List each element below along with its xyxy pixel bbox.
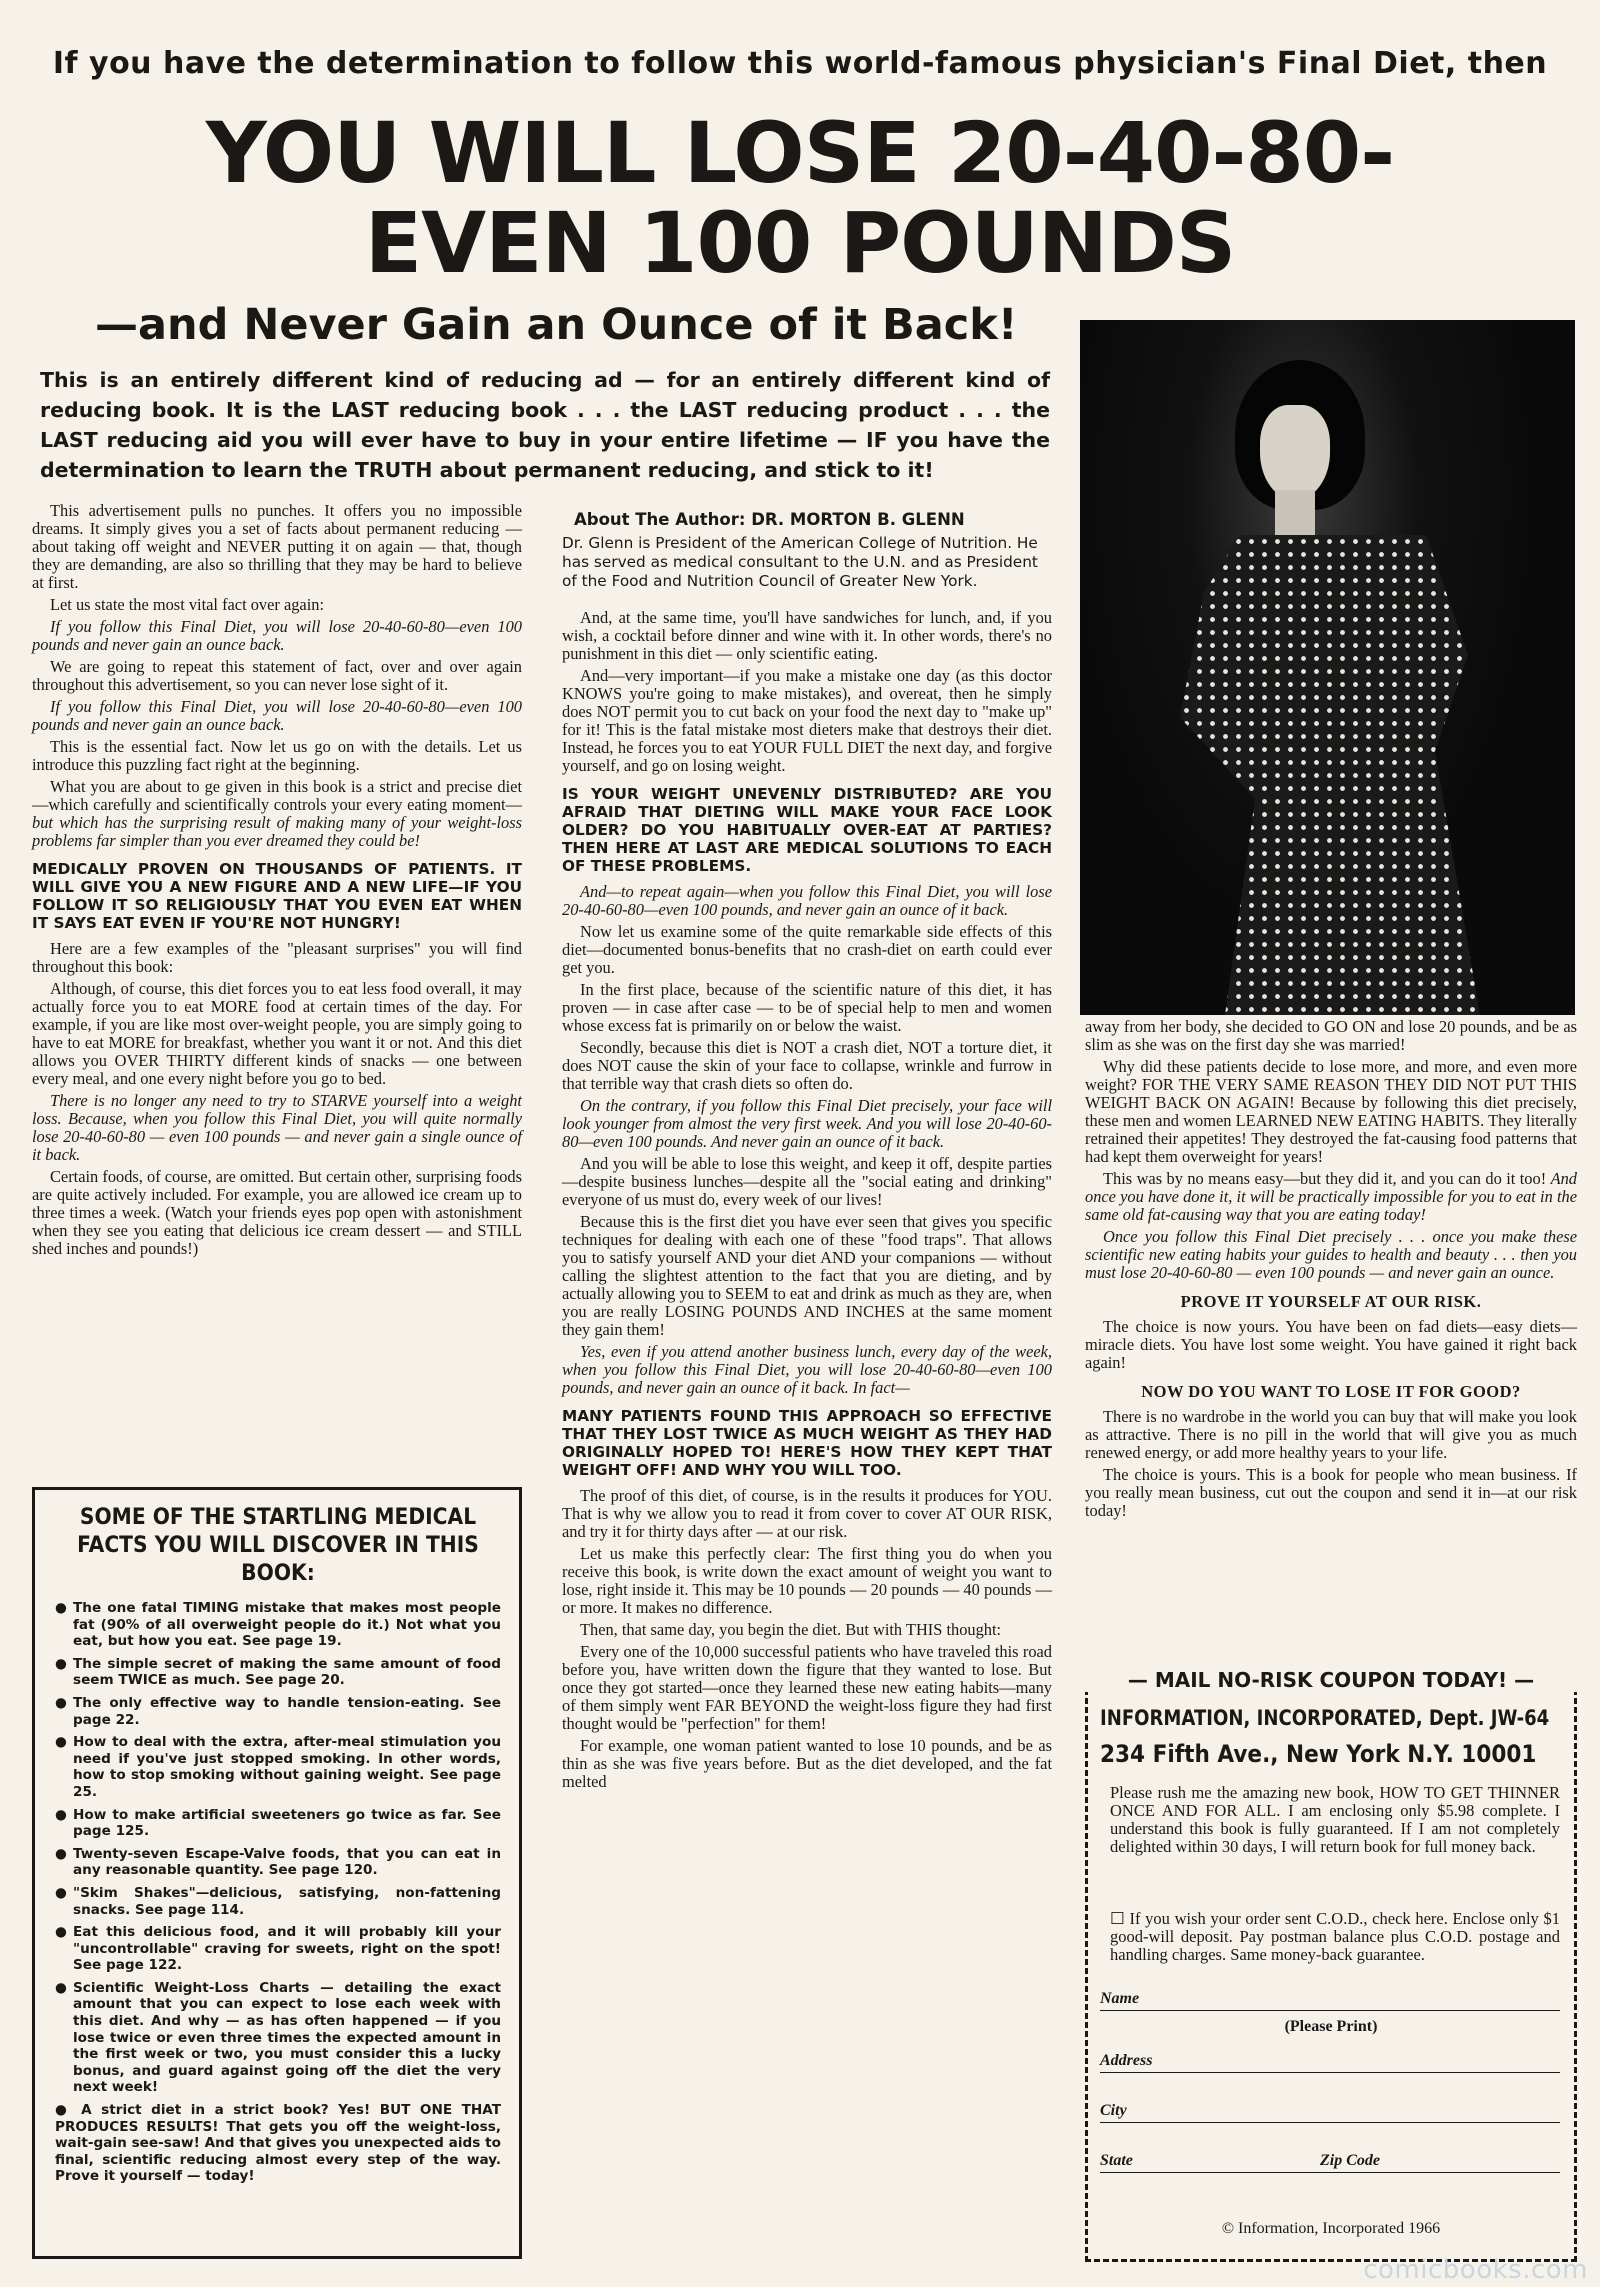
medical-facts-box (32, 1487, 522, 2259)
houndstooth-coat (1180, 535, 1480, 1015)
fact-item (55, 1980, 501, 2096)
col3-paragraph: Why did these patients decide to lose more, and more, and even more weight? FOR THE VERY SAME REASON THEY DID NOT PUT THIS WEIGHT BACK ON AGAIN! Because by following this diet precisely, these men and women LEARNED NEW EATING HABITS. They literally retrained their appetites! They destroyed the fat-causing food patterns that had kept them overweight for years! (1085, 1057, 1577, 1166)
coupon-address: 234 Fifth Ave., New York N.Y. 10001 (1100, 1740, 1537, 1768)
fact-text: How to make artificial sweeteners go twice as far. See page 125. (73, 1806, 501, 1840)
col1-paragraph: We are going to repeat this statement of fact, over and over again throughout this advertisement, so you can never lose sight of it. (32, 657, 522, 694)
bullet-icon: ● (55, 1655, 67, 1672)
prove-it-heading: PROVE IT YOURSELF AT OUR RISK. (1180, 1292, 1482, 1311)
col3-paragraph: The choice is yours. This is a book for people who mean business. If you really mean business, cut out the coupon and send it in—at our risk today! (1085, 1465, 1577, 1520)
fact-text: How to deal with the extra, after-meal stimulation you need if you've just stopped smoking. In other words, how to stop smoking without gaining weight. See page 25. (73, 1734, 501, 1800)
model-face (1260, 405, 1330, 500)
author-bio: Dr. Glenn is President of the American College of Nutrition. He has served as medical consultant to the U.N. and as President of the Food and Nutrition Council of Greater New York. (562, 534, 1038, 590)
col3-paragraph: The choice is now yours. You have been on fad diets—easy diets—miracle diets. You have lost some weight. You have gained it right back again! (1085, 1317, 1577, 1372)
fact-item (55, 1695, 501, 1728)
fact-item (55, 1656, 501, 1689)
fact-text: "Skim Shakes"—delicious, satisfying, non-fattening snacks. See page 114. (73, 1884, 501, 1918)
lose-for-good-heading: NOW DO YOU WANT TO LOSE IT FOR GOOD? (1141, 1382, 1521, 1401)
col3-text: This was by no means easy—but they did it, and you can do it too! (1103, 1169, 1551, 1188)
bullet-icon: ● (55, 1884, 67, 1901)
fact-item (55, 1734, 501, 1800)
name-label: Name (1100, 1990, 1140, 2007)
column-2 (562, 510, 1052, 1795)
fact-item (55, 1885, 501, 1918)
col1-paragraph: If you follow this Final Diet, you will lose 20-40-60-80—even 100 pounds and never gain an ounce back. (32, 617, 522, 654)
col1-paragraph (32, 778, 522, 850)
address-label: Address (1100, 2052, 1153, 2069)
fact-text: Twenty-seven Escape-Valve foods, that you can eat in any reasonable quantity. See page 120. (73, 1845, 501, 1879)
state-zip-field[interactable] (1100, 2150, 1560, 2173)
col1-paragraph: Certain foods, of course, are omitted. But certain other, surprising foods are quite actively included. For example, you are allowed ice cream up to three times a week. (Watch your friends eyes pop open with astonishment when they see you eating that delicious ice cream dessert — and STILL shed inches and pounds!) (32, 1167, 522, 1258)
bullet-icon: ● (55, 1845, 67, 1862)
bullet-icon: ● (55, 1924, 67, 1941)
column-3 (1085, 1018, 1577, 1524)
col3-paragraph: There is no wardrobe in the world you can buy that will make you look as attractive. There is no pill in the world that will give you as much renewed energy, or add more healthy years to your life. (1085, 1407, 1577, 1462)
col2-paragraph: And—very important—if you make a mistake one day (as this doctor KNOWS you're going to make mistakes), and overeat, then he simply does NOT permit you to cut back on your food the next day to "make up" for it! This is the fatal mistake most dieters make that destroys their diet. Instead, he forces you to eat YOUR FULL DIET the next day, and forgive yourself, and go on losing weight. (562, 666, 1052, 775)
col1-paragraph: Let us state the most vital fact over again: (50, 595, 324, 614)
facts-title: SOME OF THE STARTLING MEDICAL FACTS YOU WILL DISCOVER IN THIS BOOK: (77, 1505, 479, 1586)
col2-paragraph: And you will be able to lose this weight, and keep it off, despite parties—despite business lunches—despite all the "social eating and drinking" everyone of us must do, every week of our lives! (562, 1154, 1052, 1209)
fact-item (55, 1924, 501, 1974)
facts-list (55, 1600, 501, 2096)
col1-paragraph: This is the essential fact. Now let us go on with the details. Let us introduce this puzzling fact right at the beginning. (32, 737, 522, 774)
headline-line-1: YOU WILL LOSE 20-40-80- (205, 104, 1395, 202)
col1-paragraph: If you follow this Final Diet, you will lose 20-40-60-80—even 100 pounds and never gain an ounce back. (32, 697, 522, 734)
col2-paragraph: Then, that same day, you begin the diet. But with THIS thought: (580, 1620, 1002, 1639)
zip-label: Zip Code (1320, 2152, 1380, 2169)
watermark-logo: comicbooks.com (1363, 2255, 1588, 2285)
headline (0, 104, 1600, 292)
fact-text: The simple secret of making the same amount of food seem TWICE as much. See page 20. (73, 1655, 501, 1689)
col3-paragraph: away from her body, she decided to GO ON and lose 20 pounds, and be as slim as she was on the first day she was married! (1085, 1017, 1577, 1054)
col2-paragraph: On the contrary, if you follow this Final Diet precisely, your face will look younger from almost the very first week. And you will lose 20-40-60-80—even 100 pounds. And never gain an ounce of it back. (562, 1096, 1052, 1151)
coupon-company: INFORMATION, INCORPORATED, Dept. JW-64 (1100, 1706, 1550, 1730)
coupon-title: — MAIL NO-RISK COUPON TODAY! — (1085, 1668, 1577, 1692)
city-field[interactable] (1100, 2100, 1560, 2123)
col1-paragraph: Although, of course, this diet forces you to eat less food overall, it may actually force you to eat MORE food at certain times of the day. For example, if you are like most over-weight people, you are simply going to have to eat MORE for breakfast, whether you want it or not. And this diet allows you OVER THIRTY different kinds of snacks — one between every meal, and one every night before you go to bed. (32, 979, 522, 1088)
coupon-order-text: Please rush me the amazing new book, HOW TO GET THINNER ONCE AND FOR ALL. I am enclosing only $5.98 complete. I understand this book is fully guaranteed. If I am not completely delighted within 30 days, I will return book for full money back. (1110, 1783, 1560, 1856)
intro-paragraph: This is an entirely different kind of reducing ad — for an entirely different kind of reducing book. It is the LAST reducing book . . . the LAST reducing product . . . the LAST reducing aid you will ever have to buy in your entire lifetime — IF you have the determination to learn the TRUTH about permanent reducing, and stick to it! (40, 368, 1050, 482)
col1-paragraph: There is no longer any need to try to STARVE yourself into a weight loss. Because, when you follow this Final Diet, you will quite normally lose 20-40-60-80 — even 100 pounds — and never gain a single ounce of it back. (32, 1091, 522, 1164)
city-label: City (1100, 2102, 1127, 2119)
col3-paragraph: Once you follow this Final Diet precisely . . . once you make these scientific new eating habits your guides to health and beauty . . . then you must lose 20-40-60-80 — even 100 pounds — and never gain an ounce. (1085, 1227, 1577, 1282)
fact-text: The only effective way to handle tension-eating. See page 22. (73, 1694, 501, 1728)
name-field[interactable] (1100, 1988, 1560, 2011)
col2-paragraph: For example, one woman patient wanted to lose 10 pounds, and be as thin as she was five years before. But as the diet developed, and the fat melted (562, 1736, 1052, 1791)
model-photo (1080, 320, 1575, 1015)
subheadline: —and Never Gain an Ounce of it Back! (95, 300, 1018, 350)
col1-text: What you are about to ge given in this book is a strict and precise diet—which carefully and scientifically controls your every eating moment— (32, 777, 522, 814)
bullet-icon: ● (55, 1734, 67, 1751)
col2-paragraph: Now let us examine some of the quite remarkable side effects of this diet—documented bonus-benefits that no crash-diet on earth could ever get you. (562, 922, 1052, 977)
col2-paragraph: Yes, even if you attend another business lunch, every day of the week, when you follow this Final Diet, you will lose 20-40-60-80—even 100 pounds, and never gain an ounce of it back. In fact— (562, 1342, 1052, 1397)
col2-paragraph: And—to repeat again—when you follow this Final Diet, you will lose 20-40-60-80—even 100 pounds, and never gain an ounce of it back. (562, 882, 1052, 919)
bullet-icon: ● (55, 1979, 67, 1996)
state-label: State (1100, 2152, 1133, 2169)
column-1 (32, 502, 522, 1262)
bullet-icon: ● (55, 2102, 72, 2119)
fact-text: Eat this delicious food, and it will probably kill your "uncontrollable" craving for sweets, right on the spot! See page 122. (73, 1924, 501, 1974)
bullet-icon: ● (55, 1806, 67, 1823)
kicker-line: If you have the determination to follow this world-famous physician's Final Diet, then (52, 46, 1548, 81)
col2-paragraph: The proof of this diet, of course, is in the results it produces for YOU. That is why we allow you to read it from cover to cover AT OUR RISK, and try it for thirty days after — at our risk. (562, 1486, 1052, 1541)
print-hint: (Please Print) (1284, 2018, 1378, 2035)
order-coupon[interactable] (1085, 1668, 1577, 2262)
copyright-notice: © Information, Incorporated 1966 (1221, 2220, 1441, 2237)
col2-paragraph: Secondly, because this diet is NOT a crash diet, NOT a torture diet, it does NOT cause the skin of your face to collapse, wrinkle and furrow in that terrible way that crash diets so often do. (562, 1038, 1052, 1093)
cod-checkbox-option[interactable]: ☐ If you wish your order sent C.O.D., check here. Enclose only $1 good-will deposit. Pay postman balance plus C.O.D. postage and handling charges. Same money-back guarantee. (1110, 1909, 1560, 1964)
author-title: About The Author: DR. MORTON B. GLENN (574, 510, 965, 529)
coupon-title-text: MAIL NO-RISK COUPON TODAY! (1154, 1668, 1508, 1692)
col1-italic-text: but which has the surprising result of making many of your weight-loss problems far simpler than you ever dreamed they could be! (32, 813, 522, 850)
col2-paragraph: And, at the same time, you'll have sandwiches for lunch, and, if you wish, a cocktail before dinner and wine with it. In other words, there's no punishment in this diet — only scientific eating. (562, 608, 1052, 663)
col3-paragraph (1085, 1170, 1577, 1224)
col2-paragraph: Because this is the first diet you have ever seen that gives you specific techniques for dealing with each one of these "food traps". That allows you to satisfy yourself AND your diet AND your companions — without calling the slightest attention to the fact that you are dieting, and by actually allowing you to SEEM to eat and drink as much as they are, when you are really LOSING POUNDS AND INCHES at the same moment they gain them! (562, 1212, 1052, 1339)
bullet-icon: ● (55, 1694, 67, 1711)
fact-text: Scientific Weight-Loss Charts — detailing the exact amount that you can expect to lose each week with this diet. And why — as has often happened — if you lose twice or even three times the expected amount in the first week or two, you must consider this a lucky bonus, and guard against going off the diet the very next week! (73, 1979, 501, 2096)
headline-line-2: EVEN 100 POUNDS (364, 194, 1236, 292)
fact-item (55, 1600, 501, 1650)
col1-caps-heading: MEDICALLY PROVEN ON THOUSANDS OF PATIENTS. IT WILL GIVE YOU A NEW FIGURE AND A NEW LIFE—IF YOU FOLLOW IT SO RELIGIOUSLY THAT YOU EVEN EAT WHEN IT SAYS EAT EVEN IF YOU'RE NOT HUNGRY! (32, 860, 522, 932)
bullet-icon: ● (55, 1600, 67, 1616)
col3-italic-text: And once you have done it, it will be practically impossible for you to eat in the same old fat-causing way that you are eating today! (1085, 1169, 1577, 1224)
col2-caps-heading: IS YOUR WEIGHT UNEVENLY DISTRIBUTED? ARE YOU AFRAID THAT DIETING WILL MAKE YOUR FACE LOOK OLDER? DO YOU HABITUALLY OVER-EAT AT PARTIES? THEN HERE AT LAST ARE MEDICAL SOLUTIONS TO EACH OF THESE PROBLEMS. (562, 785, 1052, 875)
col2-paragraph: Let us make this perfectly clear: The first thing you do when you receive this book, is write down the exact amount of weight you want to lose, right inside it. This may be 10 pounds — 20 pounds — 40 pounds — or more. It makes no difference. (562, 1544, 1052, 1617)
facts-closing (55, 2102, 501, 2185)
fact-text: The one fatal TIMING mistake that makes most people fat (90% of all overweight people do it.) Not what you eat, but how you eat. See page 19. (73, 1600, 501, 1650)
facts-closing-text: A strict diet in a strict book? Yes! BUT ONE THAT PRODUCES RESULTS! That gets you off the weight-loss, wait-gain see-saw! And that gives you unexpected aids to final, scientific reducing almost every step of the way. Prove it yourself — today! (55, 2102, 501, 2185)
fact-item (55, 1846, 501, 1879)
fact-item (55, 1807, 501, 1840)
col1-paragraph: Here are a few examples of the "pleasant surprises" you will find throughout this book: (32, 939, 522, 976)
col2-caps-heading: MANY PATIENTS FOUND THIS APPROACH SO EFFECTIVE THAT THEY LOST TWICE AS MUCH WEIGHT AS THEY HAD ORIGINALLY HOPED TO! HERE'S HOW THEY KEPT THAT WEIGHT OFF! AND WHY YOU WILL TOO. (562, 1407, 1052, 1479)
col2-paragraph: In the first place, because of the scientific nature of this diet, it has proven — in case after case — to be of special help to men and women whose excess fat is primarily on or below the waist. (562, 980, 1052, 1035)
col2-paragraph: Every one of the 10,000 successful patients who have traveled this road before you, have written down the figure that they wanted to lose. But once they got started—once they learned these new eating habits—many of them simply went FAR BEYOND the weight-loss figure they had first thought would be "perfection" for them! (562, 1642, 1052, 1733)
address-field[interactable] (1100, 2050, 1560, 2073)
col1-paragraph: This advertisement pulls no punches. It offers you no impossible dreams. It simply gives you a set of facts about permanent reducing — about taking off weight and NEVER putting it on again — that, though they are demanding, are also so thrilling that they may be hard to believe at first. (32, 501, 522, 592)
